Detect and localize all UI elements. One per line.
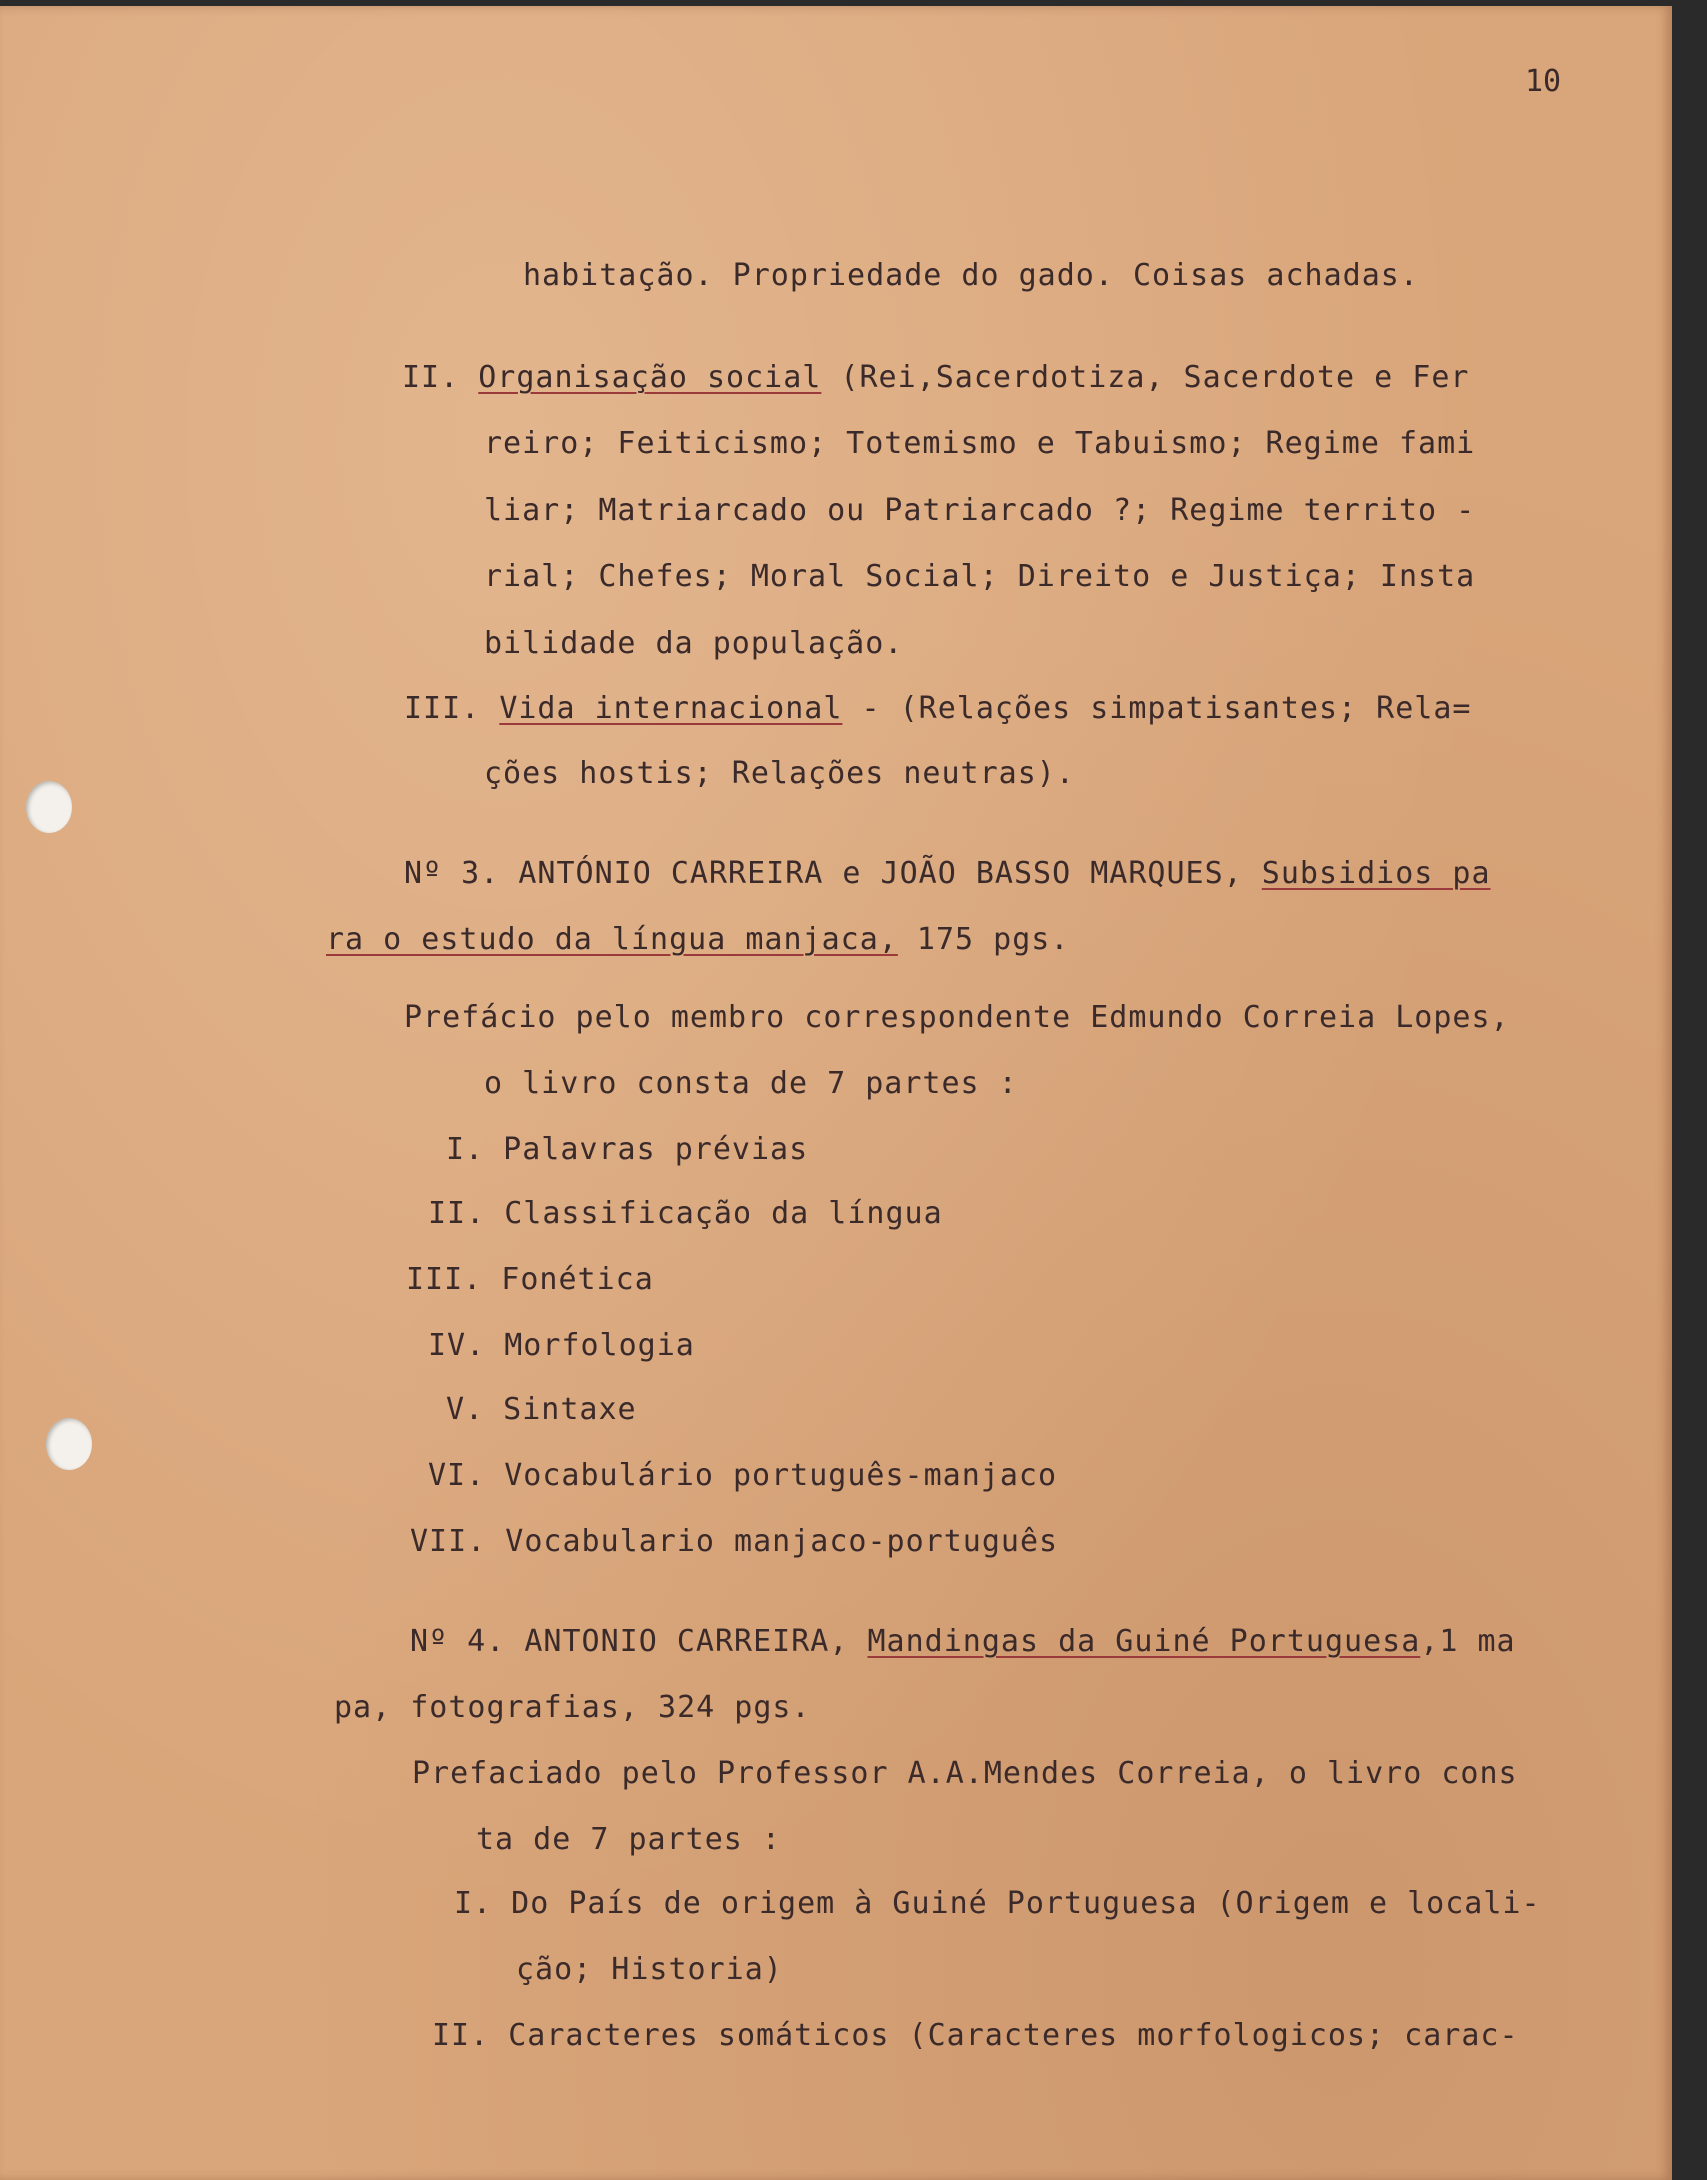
section-number: II.	[402, 360, 460, 395]
underlined-heading: Vida internacional	[499, 691, 843, 726]
text-span: ,1 ma	[1420, 1624, 1516, 1659]
underlined-title: ra o estudo da língua manjaca,	[326, 922, 898, 957]
punch-hole	[46, 1418, 92, 1470]
text-line: liar; Matriarcado ou Patriarcado ?; Regime territo -	[484, 493, 1476, 528]
document-page	[0, 6, 1672, 2180]
text-line: o livro consta de 7 partes :	[484, 1066, 1018, 1101]
text-line: habitação. Propriedade do gado. Coisas achadas.	[523, 258, 1419, 293]
text-line	[404, 691, 1471, 726]
text-line: ção; Historia)	[516, 1952, 783, 1987]
text-line: reiro; Feiticismo; Totemismo e Tabuismo; Regime fami	[484, 426, 1476, 461]
page-number: 10	[1525, 64, 1562, 99]
text-line	[402, 360, 1469, 395]
text-line	[404, 856, 1491, 891]
list-item: IV. Morfologia	[428, 1328, 695, 1363]
list-item: II. Classificação da língua	[428, 1196, 943, 1231]
list-item: V. Sintaxe	[446, 1392, 637, 1427]
text-span: 175 pgs.	[916, 922, 1070, 957]
list-item: III. Fonética	[406, 1262, 654, 1297]
text-line: rial; Chefes; Moral Social; Direito e Justiça; Insta	[484, 559, 1476, 594]
text-line: pa, fotografias, 324 pgs.	[334, 1690, 811, 1725]
text-line: bilidade da população.	[484, 626, 904, 661]
list-item: VII. Vocabulario manjaco-português	[410, 1524, 1059, 1559]
section-number: III.	[404, 691, 481, 726]
text-span: - (Relações simpatisantes; Rela=	[861, 691, 1472, 726]
underlined-title: Mandingas da Guiné Portuguesa	[867, 1624, 1421, 1659]
list-item: I. Palavras prévias	[446, 1132, 809, 1167]
text-line: ta de 7 partes :	[476, 1822, 781, 1857]
text-line	[326, 922, 1069, 957]
text-span: Nº 3. ANTÓNIO CARREIRA e JOÃO BASSO MARQUES,	[404, 856, 1243, 891]
text-span: (Rei,Sacerdotiza, Sacerdote e Fer	[840, 360, 1470, 395]
text-span: Nº 4. ANTONIO CARREIRA,	[410, 1624, 849, 1659]
text-line: Prefaciado pelo Professor A.A.Mendes Correia, o livro cons	[412, 1756, 1518, 1791]
text-line: Prefácio pelo membro correspondente Edmundo Correia Lopes,	[404, 1000, 1510, 1035]
list-item: VI. Vocabulário português-manjaco	[428, 1458, 1058, 1493]
underlined-title: Subsidios pa	[1261, 856, 1491, 891]
text-line: ções hostis; Relações neutras).	[484, 756, 1075, 791]
list-item: I. Do País de origem à Guiné Portuguesa (Origem e locali-	[454, 1886, 1541, 1921]
punch-hole	[26, 781, 72, 833]
text-line	[410, 1624, 1516, 1659]
underlined-heading: Organisação social	[478, 360, 822, 395]
list-item: II. Caracteres somáticos (Caracteres morfologicos; carac-	[432, 2018, 1519, 2053]
